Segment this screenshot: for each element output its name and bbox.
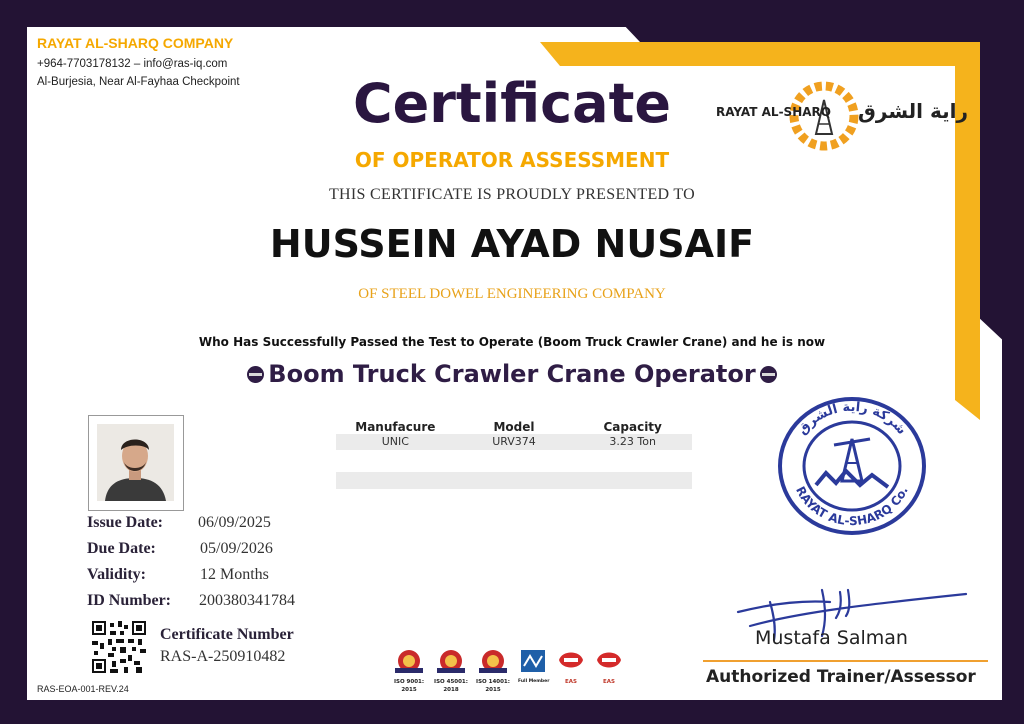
certificate-subtitle: OF OPERATOR ASSESSMENT [354, 148, 670, 172]
validity-value: 12 Months [200, 566, 269, 583]
validity-label: Validity: [87, 566, 146, 583]
cell-manufacturer: UNIC [381, 435, 409, 448]
stamp-seal-icon [776, 395, 928, 537]
due-date-value: 05/09/2026 [200, 540, 273, 557]
header-capacity: Capacity [603, 420, 662, 434]
issue-date-label: Issue Date: [87, 514, 163, 531]
recipient-photo-frame [88, 415, 184, 511]
due-date-label: Due Date: [87, 540, 156, 557]
certification-statement: Who Has Successfully Passed the Test to Operate (Boom Truck Crawler Crane) and he is now [198, 335, 826, 349]
certificate-number-label: Certificate Number [160, 626, 294, 643]
person-portrait-icon [97, 424, 174, 501]
cell-capacity: 3.23 Ton [609, 435, 656, 448]
iso-9001-badge-icon [392, 648, 426, 674]
company-name: RAYAT AL-SHARQ COMPANY [37, 35, 234, 51]
leea-badge: Full Member [518, 648, 548, 696]
eas-badge-icon [556, 648, 586, 674]
qr-code-icon [92, 621, 146, 673]
stamp-arabic-text: شركة راية الشرق [795, 399, 909, 438]
recipient-name: HUSSEIN AYAD NUSAIF [269, 222, 755, 266]
iso-14001-badge-icon [476, 648, 510, 674]
cell-model: URV374 [492, 435, 536, 448]
recipient-photo [97, 424, 174, 501]
accreditation-badges [392, 648, 642, 696]
iso-45001-badge: ISO 45001: 2018 [434, 648, 468, 696]
signature-line [703, 660, 988, 662]
iso-45001-badge-icon [434, 648, 468, 674]
id-number-label: ID Number: [87, 592, 171, 609]
certificate-title: Certificate [352, 72, 672, 135]
certificate-number-value: RAS-A-250910482 [160, 648, 286, 665]
company-address: Al-Burjesia, Near Al-Fayhaa Checkpoint [37, 76, 240, 88]
eas-badge: EAS [594, 648, 624, 696]
empty-table-row [336, 472, 692, 489]
eas-badge: EAS [556, 648, 586, 696]
table-row [336, 434, 692, 450]
stamp-latin-text: RAYAT AL-SHARQ Co. [793, 484, 911, 529]
role-banner [0, 360, 1024, 388]
eas-badge-icon [594, 648, 624, 674]
iso-14001-badge: ISO 14001: 2015 [476, 648, 510, 696]
company-stamp [776, 395, 928, 537]
form-code: RAS-EOA-001-REV.24 [37, 684, 129, 694]
equipment-table [336, 420, 692, 450]
presented-to-text: THIS CERTIFICATE IS PROUDLY PRESENTED TO [328, 186, 696, 203]
iso-9001-badge: ISO 9001: 2015 [392, 648, 426, 696]
issue-date-value: 06/09/2025 [198, 514, 271, 531]
operator-role: Boom Truck Crawler Crane Operator [268, 360, 756, 388]
svg-text:شركة راية الشرق [795, 400, 909, 438]
header-manufacture: Manufacure [355, 420, 436, 434]
header-model: Model [493, 420, 535, 434]
bullet-icon [247, 366, 264, 383]
id-number-value: 200380341784 [199, 592, 295, 609]
leea-badge-icon [518, 648, 548, 674]
recipient-organization: OF STEEL DOWEL ENGINEERING COMPANY [358, 286, 666, 302]
company-contact: +964-7703178132 – info@ras-iq.com [37, 58, 228, 70]
logo-latin-text: RAYAT AL-SHARQ [716, 105, 831, 119]
equipment-table-header [336, 420, 692, 434]
signer-name: Mustafa Salman [755, 627, 908, 649]
bullet-icon [760, 366, 777, 383]
logo-arabic-text: راية الشرق [858, 99, 969, 123]
signer-role: Authorized Trainer/Assessor [706, 667, 976, 687]
